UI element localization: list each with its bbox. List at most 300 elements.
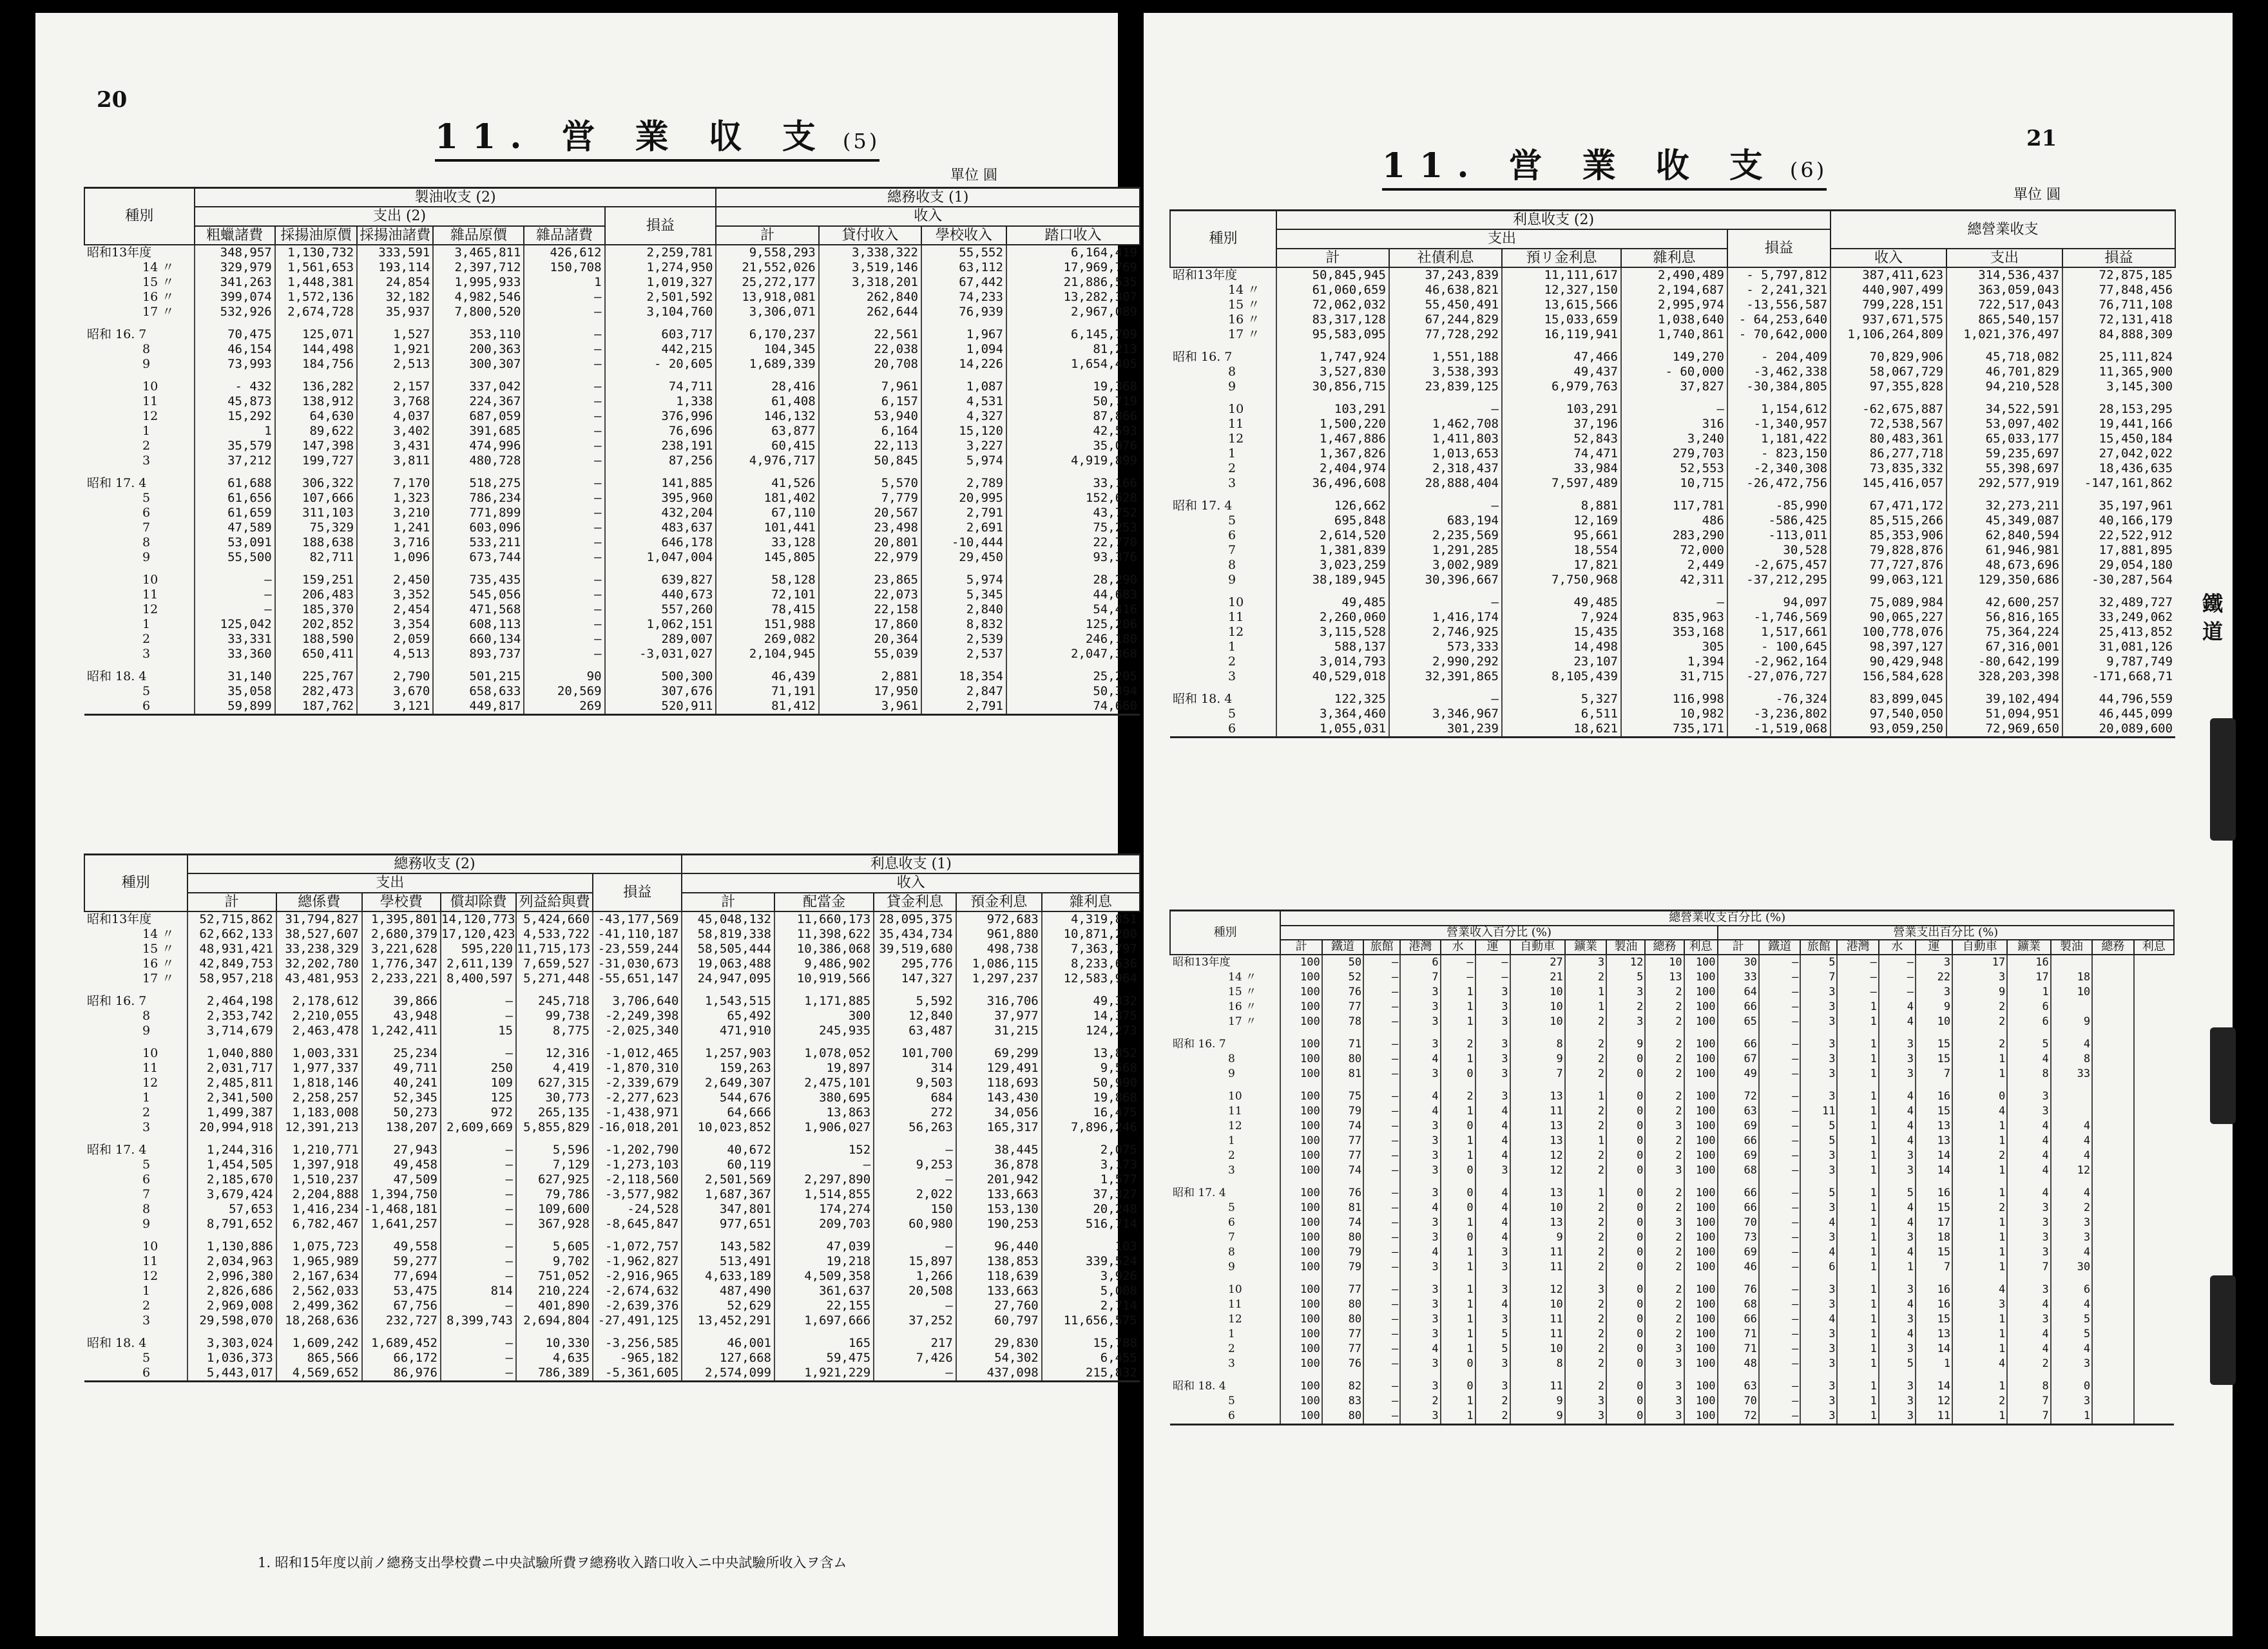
- table-cell: 37,327: [1042, 1187, 1140, 1202]
- table-cell: 695,848: [1276, 513, 1389, 528]
- table-cell: 1,055,031: [1276, 721, 1389, 738]
- row-label: 14 〃: [1228, 971, 1257, 984]
- table-cell: —: [1363, 955, 1400, 970]
- row-label: 6: [1228, 1216, 1235, 1230]
- table-cell: 1,514,855: [774, 1187, 874, 1202]
- table-cell: 2: [2051, 1201, 2092, 1215]
- row-label: 昭和 16. 7: [87, 993, 147, 1008]
- table-cell: 101,441: [716, 520, 818, 535]
- table-cell: 1: [1441, 1327, 1475, 1342]
- table-cell: 9: [2051, 1015, 2092, 1029]
- row-label: 12: [142, 1268, 159, 1283]
- row-label: 2: [142, 1105, 151, 1120]
- table-cell: 36,496,608: [1276, 476, 1389, 491]
- table-cell: 3: [1879, 1149, 1916, 1163]
- table-cell: 15,292: [195, 409, 275, 424]
- column-header: 計: [1280, 940, 1321, 955]
- table-cell: 3,706,640: [593, 994, 682, 1009]
- table-cell: 1,171,885: [774, 994, 874, 1009]
- table-cell: 32,202,780: [276, 957, 362, 971]
- table-cell: 401,890: [516, 1299, 593, 1313]
- table-cell: -1,519,068: [1727, 721, 1831, 738]
- table-cell: —: [441, 1254, 516, 1269]
- row-label: 6: [1228, 1409, 1235, 1423]
- table-cell: - 2,241,321: [1727, 283, 1831, 298]
- table-cell: 3: [1916, 955, 1952, 970]
- table-cell: 13: [1916, 1134, 1952, 1149]
- table-cell: 3: [1400, 1000, 1440, 1015]
- table-cell: 4: [1879, 1134, 1916, 1149]
- table-cell: 1: [1837, 1282, 1878, 1297]
- table-cell: 282,473: [275, 684, 357, 699]
- table-cell: 1: [1837, 1312, 1878, 1327]
- table-cell: 11,715,173: [516, 942, 593, 957]
- table-cell: 4,919,899: [1006, 453, 1140, 468]
- table-cell: 3,431: [357, 439, 433, 453]
- table-cell: 3,173: [1042, 1158, 1140, 1172]
- table-cell: 1: [1441, 985, 1475, 1000]
- title-part: (5): [842, 129, 880, 153]
- table-cell: 3: [1645, 1357, 1684, 1371]
- table-cell: 1,689,452: [362, 1336, 441, 1351]
- table-cell: 3,014,793: [1276, 654, 1389, 669]
- table-cell: 93,059,250: [1831, 721, 1946, 738]
- row-label: 14 〃: [1228, 282, 1260, 297]
- table-cell: 165: [774, 1336, 874, 1351]
- table-cell: 2: [1645, 1134, 1684, 1149]
- table-cell: —: [1759, 1230, 1800, 1245]
- table-cell: 46,445,099: [2062, 707, 2175, 721]
- table-cell: —: [1759, 1119, 1800, 1134]
- table-row: [1170, 595, 2175, 610]
- table-cell: 1,087: [921, 379, 1006, 394]
- table-cell: 12: [1510, 1282, 1565, 1297]
- table-cell: 74,233: [921, 290, 1006, 305]
- table-cell: 4: [1400, 1089, 1440, 1104]
- row-label: 10: [142, 379, 159, 394]
- table-cell: 49,711: [362, 1061, 441, 1076]
- table-cell: 29,054,180: [2062, 558, 2175, 573]
- table-cell: -2,674,632: [593, 1284, 682, 1299]
- table-cell: 29,450: [921, 550, 1006, 565]
- row-label: 12: [142, 1075, 159, 1090]
- table-cell: 1: [1837, 1327, 1878, 1342]
- row-label: 昭和 16. 7: [87, 327, 147, 341]
- table-row: [84, 669, 1140, 684]
- table-cell: —: [1759, 1104, 1800, 1119]
- table-cell: 2,318,437: [1389, 461, 1502, 476]
- table-cell: 1: [1441, 1000, 1475, 1015]
- table-cell: 1: [1837, 1119, 1878, 1134]
- upper-table: [84, 187, 1140, 716]
- table-cell: 6,979,763: [1502, 379, 1621, 394]
- table-cell: —: [1363, 1394, 1400, 1409]
- row-label: 2: [1228, 654, 1236, 669]
- table-cell: 4: [2051, 1342, 2092, 1357]
- table-cell: 7,924: [1502, 610, 1621, 625]
- table-cell: 8: [2007, 1379, 2051, 1394]
- table-cell: 5,271,448: [516, 971, 593, 986]
- column-header: 鑛業: [1565, 940, 1606, 955]
- table-cell: 100: [1684, 985, 1718, 1000]
- table-cell: 100: [1280, 1149, 1321, 1163]
- table-cell: 47,039: [774, 1239, 874, 1254]
- table-cell: 2: [1952, 1201, 2007, 1215]
- table-cell: 376,996: [605, 409, 716, 424]
- table-cell: 14,226: [921, 357, 1006, 372]
- table-cell: 5: [1879, 1357, 1916, 1371]
- table-cell: 83,317,128: [1276, 312, 1389, 327]
- table-cell: 518,275: [433, 476, 524, 491]
- table-cell: 3: [1800, 1327, 1837, 1342]
- table-cell: 646,178: [605, 535, 716, 550]
- table-cell: 37,212: [195, 453, 275, 468]
- row-spacer: [1170, 1371, 2174, 1379]
- table-cell: 3: [1565, 955, 1606, 970]
- table-cell: -2,025,340: [593, 1024, 682, 1038]
- table-cell: 3: [1400, 1379, 1440, 1394]
- table-cell: 33,331: [195, 632, 275, 647]
- table-cell: 25,205: [1006, 669, 1140, 684]
- column-header: 總務: [2092, 940, 2133, 955]
- table-cell: 2,840: [921, 602, 1006, 617]
- table-cell: 301,239: [1389, 721, 1502, 738]
- row-spacer: [84, 468, 1140, 476]
- table-cell: 3: [1879, 1342, 1916, 1357]
- row-spacer: [1170, 1178, 2174, 1186]
- table-cell: 2: [1952, 1037, 2007, 1052]
- table-cell: 5,974: [921, 573, 1006, 587]
- table-cell: 1,510,237: [276, 1172, 362, 1187]
- table-cell: 3: [1400, 1260, 1440, 1275]
- table-cell: 43,948: [362, 1009, 441, 1024]
- column-header: 預金利息: [956, 893, 1042, 911]
- table-cell: 10: [1510, 1201, 1565, 1215]
- table-cell: 544,676: [682, 1091, 774, 1105]
- table-cell: 27,042,022: [2062, 446, 2175, 461]
- table-cell: 100: [1280, 1357, 1321, 1371]
- table-cell: [2051, 1000, 2092, 1015]
- table-row: [1170, 1379, 2174, 1394]
- table-cell: 62,662,133: [187, 927, 276, 942]
- table-row: [1170, 1357, 2174, 1371]
- table-cell: 4,327: [921, 409, 1006, 424]
- right-page: [1144, 13, 2233, 1636]
- column-header: 利息: [2134, 940, 2174, 955]
- table-cell: 3: [1400, 1409, 1440, 1425]
- table-cell: 3: [1879, 1312, 1916, 1327]
- table-row: [1170, 1186, 2174, 1201]
- table-cell: —: [195, 573, 275, 587]
- table-cell: 1: [1916, 1357, 1952, 1371]
- table-cell: 1: [1837, 1000, 1878, 1015]
- column-header: 運: [1916, 940, 1952, 955]
- row-label: 2: [1228, 461, 1236, 475]
- table-cell: 0: [1441, 1357, 1475, 1371]
- table-cell: 2,397,712: [433, 260, 524, 275]
- table-cell: 201,942: [956, 1172, 1042, 1187]
- table-cell: [2134, 1067, 2174, 1082]
- table-cell: [2134, 1215, 2174, 1230]
- table-cell: 5,592: [874, 994, 956, 1009]
- table-cell: 0: [1606, 1260, 1645, 1275]
- table-cell: 100: [1280, 1000, 1321, 1015]
- table-row: [1170, 1089, 2174, 1104]
- table-cell: 3,221,628: [362, 942, 441, 957]
- group-total-operations: 總營業收支: [1831, 211, 2175, 249]
- table-cell: 70: [1718, 1215, 1759, 1230]
- table-cell: 25,234: [362, 1046, 441, 1061]
- table-cell: 13: [1510, 1089, 1565, 1104]
- table-cell: -2,277,623: [593, 1091, 682, 1105]
- table-cell: —: [1621, 595, 1727, 610]
- table-cell: 66: [1718, 1186, 1759, 1201]
- table-cell: 81,213: [1006, 342, 1140, 357]
- table-cell: 1,003,331: [276, 1046, 362, 1061]
- table-cell: 1,448,381: [275, 275, 357, 290]
- column-header: 配當金: [774, 893, 874, 911]
- table-cell: 3: [2051, 1215, 2092, 1230]
- table-cell: 1,244,316: [187, 1143, 276, 1158]
- table-cell: —: [874, 1299, 956, 1313]
- table-cell: 100: [1280, 1052, 1321, 1067]
- table-cell: 1,210,771: [276, 1143, 362, 1158]
- table-cell: 144,498: [275, 342, 357, 357]
- table-cell: 3: [2007, 1089, 2051, 1104]
- table-cell: 98,397,127: [1831, 640, 1946, 654]
- table-row: [84, 275, 1140, 290]
- table-cell: 11,660,173: [774, 911, 874, 927]
- table-cell: 0: [1606, 1104, 1645, 1119]
- table-cell: 100: [1280, 1015, 1321, 1029]
- table-cell: 97,355,828: [1831, 379, 1946, 394]
- table-cell: —: [1759, 1297, 1800, 1312]
- table-cell: —: [1879, 955, 1916, 970]
- table-cell: 608,113: [433, 617, 524, 632]
- table-cell: 1: [1952, 1379, 2007, 1394]
- table-cell: 46,154: [195, 342, 275, 357]
- table-cell: 0: [1606, 1163, 1645, 1178]
- row-label: 9: [1228, 1261, 1235, 1274]
- table-cell: 35,937: [357, 305, 433, 319]
- table-cell: —: [524, 290, 604, 305]
- table-cell: 1: [1565, 1134, 1606, 1149]
- table-cell: 2: [2007, 1357, 2051, 1371]
- table-cell: 209,703: [774, 1217, 874, 1232]
- table-cell: 2: [1475, 1394, 1510, 1409]
- table-cell: -43,177,569: [593, 911, 682, 927]
- table-cell: 52,553: [1621, 461, 1727, 476]
- table-cell: 17,950: [819, 684, 921, 699]
- table-cell: 1: [1441, 1245, 1475, 1260]
- table-cell: 24,947,095: [682, 971, 774, 986]
- table-cell: 2: [1645, 1312, 1684, 1327]
- row-spacer: [1170, 1029, 2174, 1037]
- table-cell: 0: [1441, 1163, 1475, 1178]
- table-cell: [2134, 1186, 2174, 1201]
- table-cell: 52,715,862: [187, 911, 276, 927]
- table-row: [84, 1284, 1140, 1299]
- table-cell: 23,839,125: [1389, 379, 1502, 394]
- table-cell: 3: [2007, 1104, 2051, 1119]
- table-cell: —: [1759, 1089, 1800, 1104]
- table-row: [1170, 654, 2175, 669]
- table-cell: 80: [1322, 1297, 1363, 1312]
- table-cell: 20,567: [819, 506, 921, 520]
- table-cell: —: [524, 647, 604, 662]
- table-cell: 38,527,607: [276, 927, 362, 942]
- table-cell: —: [1363, 985, 1400, 1000]
- row-label: 1: [1228, 1328, 1235, 1341]
- table-cell: -30,384,805: [1727, 379, 1831, 394]
- table-cell: 3,402: [357, 424, 433, 439]
- table-cell: 13: [1510, 1186, 1565, 1201]
- table-cell: 262,840: [819, 290, 921, 305]
- table-cell: 1,697,666: [774, 1313, 874, 1328]
- table-cell: -13,556,587: [1727, 298, 1831, 312]
- table-cell: 603,096: [433, 520, 524, 535]
- group-interest-2: 利息收支 (2): [1276, 211, 1831, 230]
- table-cell: 153,130: [956, 1202, 1042, 1217]
- table-cell: 2,847: [921, 684, 1006, 699]
- row-label: 10: [1228, 401, 1244, 416]
- binding-mark: [2210, 1027, 2236, 1124]
- table-cell: 19,218: [774, 1254, 874, 1269]
- row-label: 昭和 17. 4: [1173, 498, 1233, 513]
- table-cell: 5,345: [921, 587, 1006, 602]
- table-cell: 0: [1606, 1149, 1645, 1163]
- table-cell: 127,668: [682, 1351, 774, 1366]
- table-cell: 32,391,865: [1389, 669, 1502, 684]
- table-cell: 2: [1475, 1409, 1510, 1425]
- table-cell: 100: [1684, 970, 1718, 985]
- table-row: [1170, 1282, 2174, 1297]
- table-cell: 2,341,500: [187, 1091, 276, 1105]
- table-cell: 2: [1565, 1230, 1606, 1245]
- table-cell: 14: [1916, 1379, 1952, 1394]
- table-cell: 83,899,045: [1831, 692, 1946, 707]
- table-cell: 100: [1684, 1357, 1718, 1371]
- table-cell: —: [1363, 1037, 1400, 1052]
- table-row: [1170, 432, 2175, 446]
- row-label: 5: [1228, 1395, 1235, 1408]
- table-cell: 145,805: [716, 550, 818, 565]
- table-row: [1170, 402, 2175, 417]
- table-cell: 15,435: [1502, 625, 1621, 640]
- row-label: 1: [1228, 1134, 1235, 1148]
- table-row: [84, 453, 1140, 468]
- table-cell: —: [1759, 1163, 1800, 1178]
- table-cell: —: [1837, 985, 1878, 1000]
- row-spacer: [1170, 342, 2175, 350]
- table-cell: 15,450,184: [2062, 432, 2175, 446]
- table-cell: 11: [1510, 1379, 1565, 1394]
- table-cell: 146,132: [716, 409, 818, 424]
- table-cell: 483,637: [605, 520, 716, 535]
- table-cell: -2,962,164: [1727, 654, 1831, 669]
- table-cell: 33,128: [716, 535, 818, 550]
- table-cell: 4,976,717: [716, 453, 818, 468]
- row-label: 8: [1228, 364, 1236, 379]
- row-label: 3: [142, 1313, 151, 1328]
- table-cell: 238,191: [605, 439, 716, 453]
- table-cell: 1: [1952, 1327, 2007, 1342]
- table-cell: 2: [1565, 1357, 1606, 1371]
- table-cell: 68: [1718, 1297, 1759, 1312]
- table-cell: -1,072,757: [593, 1239, 682, 1254]
- table-cell: 95,583,095: [1276, 327, 1389, 342]
- table-cell: 49,437: [1502, 365, 1621, 379]
- table-cell: 3: [1565, 1409, 1606, 1425]
- table-cell: 125: [441, 1091, 516, 1105]
- table-cell: —: [1363, 1052, 1400, 1067]
- table-row: [84, 1366, 1140, 1382]
- table-cell: 3: [1645, 1409, 1684, 1425]
- row-spacer: [84, 1328, 1140, 1336]
- table-row: [1170, 1342, 2174, 1357]
- table-cell: 1: [524, 275, 604, 290]
- table-cell: —: [441, 994, 516, 1009]
- table-cell: 7,896,246: [1042, 1120, 1140, 1135]
- table-cell: 13,452,291: [682, 1313, 774, 1328]
- column-header: 自動車: [1952, 940, 2007, 955]
- table-cell: -27,076,727: [1727, 669, 1831, 684]
- table-cell: [2092, 955, 2133, 970]
- table-row: [1170, 970, 2174, 985]
- table-cell: 5,974: [921, 453, 1006, 468]
- table-cell: 200,363: [433, 342, 524, 357]
- sub-income-pct: 營業收入百分比 (%): [1280, 926, 1717, 940]
- table-cell: —: [524, 327, 604, 342]
- table-cell: 202,852: [275, 617, 357, 632]
- table-row: [1170, 1201, 2174, 1215]
- table-row: [1170, 1052, 2174, 1067]
- table-cell: 1,036,373: [187, 1351, 276, 1366]
- table-cell: 3,227: [921, 439, 1006, 453]
- table-cell: 100: [1684, 1201, 1718, 1215]
- table-cell: 50,845: [819, 453, 921, 468]
- table-cell: 1: [1441, 1052, 1475, 1067]
- table-cell: [2134, 1089, 2174, 1104]
- table-cell: 2: [1565, 1149, 1606, 1163]
- table-cell: 12,316: [516, 1046, 593, 1061]
- table-cell: 5: [1475, 1342, 1510, 1357]
- table-cell: 20,364: [819, 632, 921, 647]
- table-cell: —: [1363, 1379, 1400, 1394]
- binding-mark: [2210, 718, 2236, 841]
- table-cell: —: [524, 357, 604, 372]
- table-cell: 38,189,945: [1276, 573, 1389, 587]
- row-label: 昭和 16. 7: [1173, 349, 1233, 364]
- table-cell: 71: [1322, 1037, 1363, 1052]
- table-cell: 5: [1800, 1134, 1837, 1149]
- table-row: [1170, 625, 2175, 640]
- table-cell: 8,832: [921, 617, 1006, 632]
- table-cell: 44,683: [1006, 587, 1140, 602]
- table-cell: 2,513: [357, 357, 433, 372]
- table-cell: 1,062,151: [605, 617, 716, 632]
- table-cell: 188,590: [275, 632, 357, 647]
- table-cell: -24,528: [593, 1202, 682, 1217]
- table-cell: 57,653: [187, 1202, 276, 1217]
- table-cell: —: [1837, 970, 1878, 985]
- table-cell: 658,633: [433, 684, 524, 699]
- table-cell: 2: [1565, 1312, 1606, 1327]
- table-cell: 2,562,033: [276, 1284, 362, 1299]
- table-row: [1170, 1119, 2174, 1134]
- table-cell: 3: [1800, 1052, 1837, 1067]
- table-cell: —: [1879, 985, 1916, 1000]
